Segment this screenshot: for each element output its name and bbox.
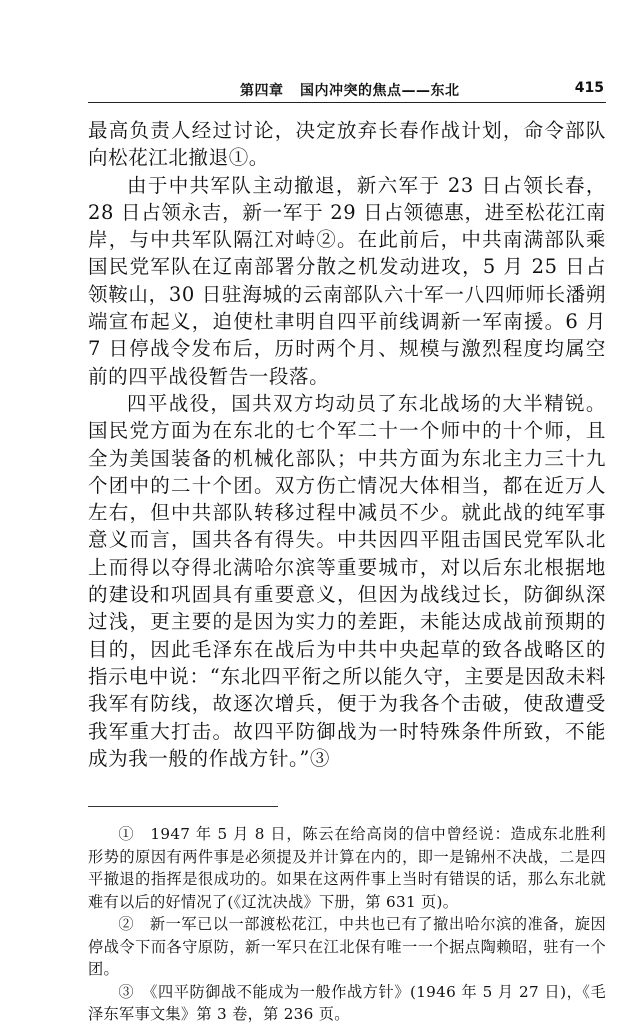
footnote-3: ③ 《四平防御战不能成为一般作战方针》(1946 年 5 月 27 日)，《毛泽东军事文集》第 3 卷，第 236 页。 [88,982,606,1024]
paragraph-siping-campaign: 四平战役，国共双方均动员了东北战场的大半精锐。国民党方面为在东北的七个军二十一个师中的十个师，且全为美国装备的机械化部队；中共方面为东北主力三十九个团中的二十个团。双方伤亡情况大体相当，都在近万人左右，但中共部队转移过程中减员不少。就此战的纯军事意义而言，国共各有得失。中共因四平阻击国民党军队北上而得以夺得北满哈尔滨等重要城市，对以后东北根据地的建设和巩固具有重要意义，但因为战线过长，防御纵深过浅，更主要的是因为实力的差距，未能达成战前预期的目的，因此毛泽东在战后为中共中央起草的致各战略区的指示电中说：“东北四平衔之所以能久守，主要是因敌未料我军有防线，故逐次增兵，便于为我各个击破，使敌遭受我军重大打击。故四平防御战为一时特殊条件所致，不能成为我一般的作战方针。”③ [88,391,606,770]
footnote-1: ① 1947 年 5 月 8 日，陈云在给高岗的信中曾经说：造成东北胜利形势的原因有两件事是必须提及并计算在内的，即一是锦州不决战，二是四平撤退的指挥是很成功的。如果在这两件事上当时有错误的话，那么东北就难有以后的好情况了(《辽沈决战》下册，第 631 页)。 [88,825,606,911]
book-page [88,78,606,1026]
page-number: 415 [574,80,604,96]
chapter-label: 第四章 [240,83,284,99]
footnote-2: ② 新一军已以一部渡松花江，中共也已有了撤出哈尔滨的准备，旋因停战令下而各守原防，新一军只在江北保有唯一一个据点陶赖昭，驻有一个团。 [88,915,606,979]
footnotes [88,823,606,1026]
running-header [88,78,606,103]
paragraph-continued: 最高负责人经过讨论，决定放弃长春作战计划，命令部队向松花江北撤退①。 [88,119,606,170]
footnote-divider [88,806,278,807]
paragraph-retreat: 由于中共军队主动撤退，新六军于 23 日占领长春，28 日占领永吉，新一军于 29 日占领德惠，进至松花江南岸，与中共军队隔江对峙②。在此前后，中共南满部队乘国民党军队在辽南部署分散之机发动进攻，5 月 25 日占领鞍山，30 日驻海城的云南部队六十军一八四师师长潘朔端宣布起义，迫使杜聿明自四平前线调新一军南援。6 月 7 日停战令发布后，历时两个月、规模与激烈程度均属空前的四平战役暂告一段落。 [88,173,606,388]
body-text [88,117,606,772]
chapter-title: 国内冲突的焦点——东北 [300,83,460,99]
